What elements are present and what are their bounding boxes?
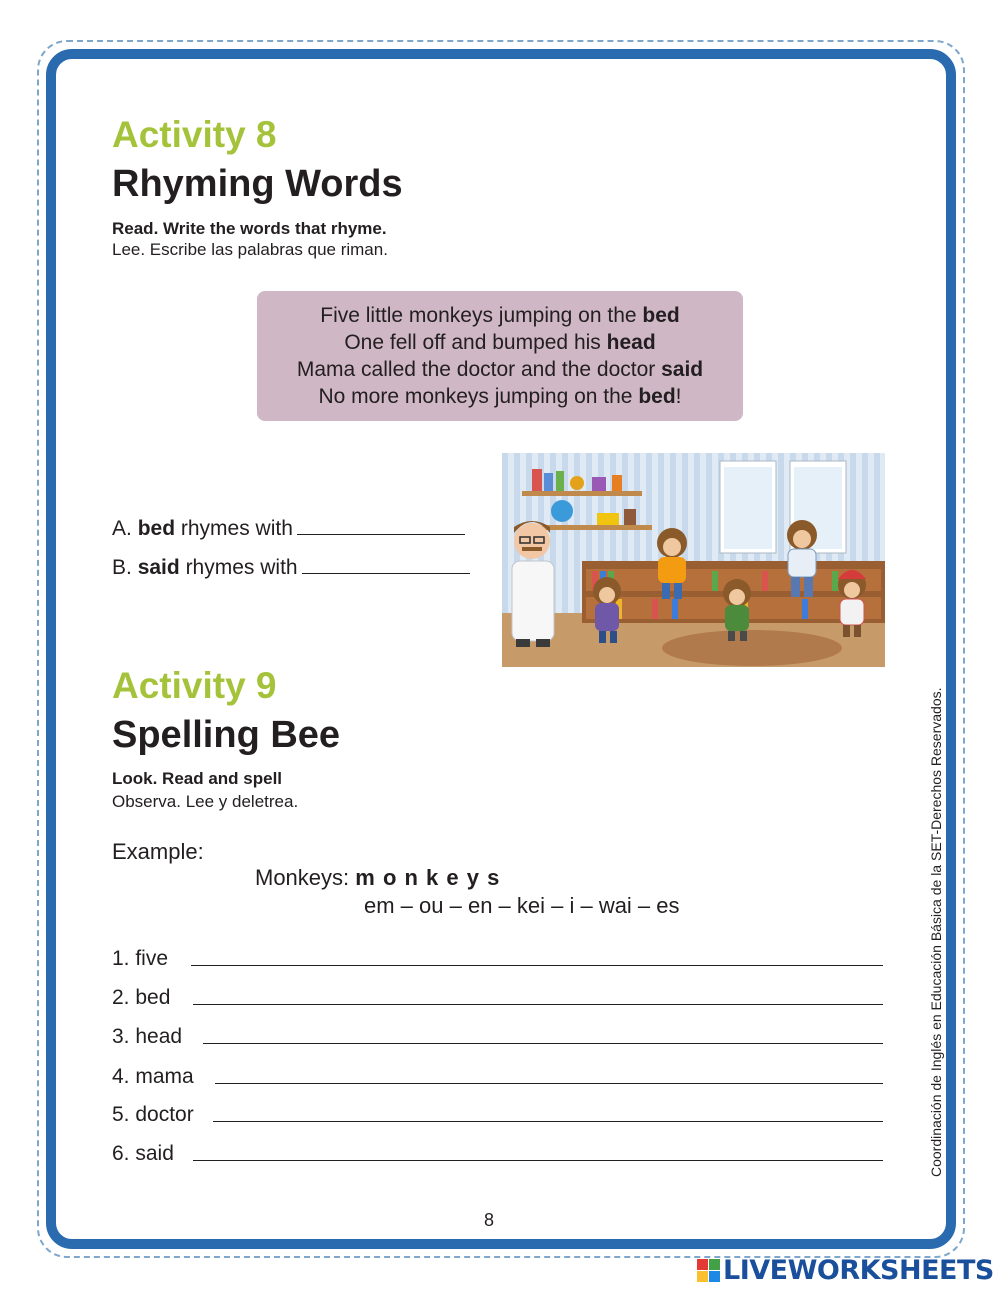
activity9-title: Spelling Bee [112, 714, 341, 756]
spelling-answer-3[interactable] [203, 1043, 883, 1044]
poem-line-1: Five little monkeys jumping on the bed [320, 304, 680, 327]
example-spelled: m o n k e y s [355, 865, 501, 890]
spelling-item-1: 1. five [112, 947, 169, 970]
monkeys-illustration [502, 453, 885, 667]
example-phonetic: em – ou – en – kei – i – wai – es [364, 893, 680, 918]
answer-b-input[interactable] [302, 555, 470, 574]
activity9-number: Activity 9 [112, 665, 277, 706]
spelling-answer-1[interactable] [191, 965, 883, 966]
activity8-instruction-es: Lee. Escribe las palabras que riman. [112, 240, 388, 259]
activity9-instruction-en: Look. Read and spell [112, 769, 283, 788]
spelling-item-5: 5. doctor [112, 1103, 194, 1126]
poem-box [257, 291, 743, 421]
spelling-item-3: 3. head [112, 1025, 183, 1048]
spelling-answer-2[interactable] [193, 1004, 883, 1005]
poem-line-4: No more monkeys jumping on the bed! [318, 385, 682, 408]
activity8-title: Rhyming Words [112, 163, 403, 205]
activity8-number: Activity 8 [112, 114, 277, 155]
spelling-answer-6[interactable] [193, 1160, 883, 1161]
logo-blocks-icon [697, 1259, 720, 1282]
spelling-item-4: 4. mama [112, 1065, 194, 1088]
logo-text: LIVEWORKSHEETS [723, 1255, 994, 1286]
page-number: 8 [484, 1210, 495, 1230]
example-label: Example: [112, 839, 204, 864]
copyright-sidebar-text: Coordinación de Inglés en Educación Básica de la SET-Derechos Reservados. [928, 687, 944, 1177]
example-row [255, 865, 500, 891]
question-b: B. said rhymes with [112, 555, 470, 580]
example-word: Monkeys: [255, 865, 350, 890]
poem-line-3: Mama called the doctor and the doctor said [296, 358, 704, 381]
question-a: A. bed rhymes with [112, 516, 465, 541]
answer-a-input[interactable] [297, 516, 465, 535]
poem-line-2: One fell off and bumped his head [344, 331, 656, 354]
liveworksheets-logo[interactable] [697, 1255, 994, 1286]
spelling-answer-4[interactable] [215, 1083, 883, 1084]
activity9-instruction-es: Observa. Lee y deletrea. [112, 792, 299, 811]
spelling-item-6: 6. said [112, 1142, 174, 1165]
spelling-item-2: 2. bed [112, 986, 171, 1009]
spelling-answer-5[interactable] [213, 1121, 883, 1122]
activity8-instruction-en: Read. Write the words that rhyme. [112, 219, 387, 238]
